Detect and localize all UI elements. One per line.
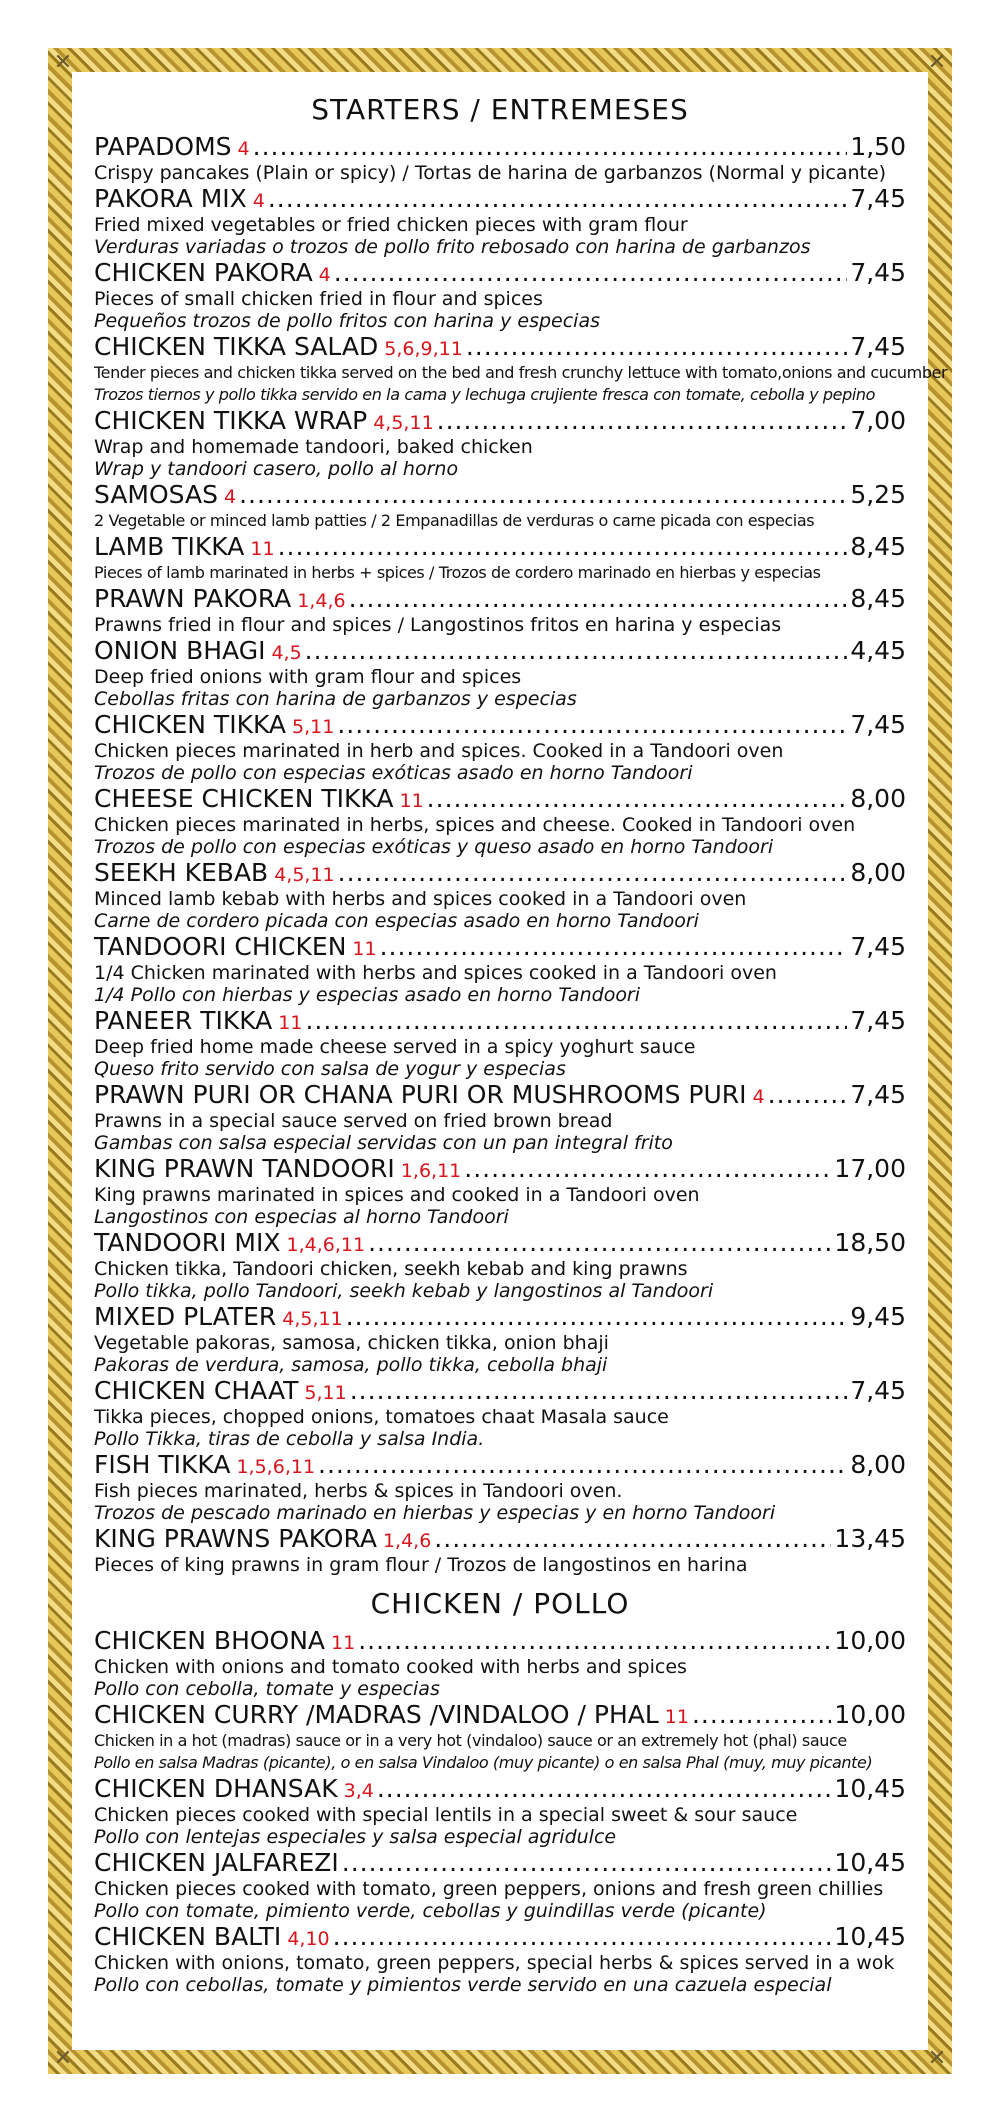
menu-item-row <box>94 636 906 666</box>
dish-description: Chicken pieces cooked with special lentils in a special sweet & sour sauce <box>94 1804 798 1826</box>
dot-leader <box>333 1922 832 1952</box>
dish-description: Wrap and homemade tandoori, baked chicken <box>94 436 533 458</box>
allergen-codes: 1,4,6,11 <box>286 1234 366 1256</box>
dish-price: 9,45 <box>850 1302 906 1331</box>
dish-price: 7,00 <box>850 406 906 435</box>
menu-item-row <box>94 1302 906 1332</box>
dish-name: TANDOORI CHICKEN <box>94 932 347 961</box>
dish-name: SAMOSAS <box>94 480 218 509</box>
allergen-codes: 5,11 <box>292 716 335 738</box>
dish-name: CHICKEN JALFAREZI <box>94 1848 339 1877</box>
menu-item-row <box>94 1922 906 1952</box>
dish-price: 7,45 <box>850 258 906 287</box>
dot-leader <box>434 1524 831 1554</box>
dish-price: 5,25 <box>850 480 906 509</box>
dish-description: Deep fried onions with gram flour and spices <box>94 666 522 688</box>
dish-description-es: Pollo con tomate, pimiento verde, cebollas y guindillas verde (picante) <box>94 1900 767 1922</box>
dish-description: Chicken in a hot (madras) sauce or in a very hot (vindaloo) sauce or an extremely hot (phal) sauce <box>94 1731 847 1750</box>
menu-item-row <box>94 532 906 562</box>
dish-description: Crispy pancakes (Plain or spicy) / Tortas de harina de garbanzos (Normal y picante) <box>94 162 887 184</box>
allergen-codes: 1,5,6,11 <box>236 1456 316 1478</box>
dish-description: Chicken pieces marinated in herb and spices. Cooked in a Tandoori oven <box>94 740 784 762</box>
dish-price: 18,50 <box>834 1228 906 1257</box>
dish-description-es: Trozos de pescado marinado en hierbas y especias y en horno Tandoori <box>94 1502 776 1524</box>
menu-item <box>94 1922 906 1996</box>
dish-description: Pieces of small chicken fried in flour and spices <box>94 288 543 310</box>
menu-item <box>94 1774 906 1848</box>
dish-price: 7,45 <box>850 1006 906 1035</box>
dish-price: 10,00 <box>834 1700 906 1729</box>
menu-item <box>94 636 906 710</box>
dot-leader <box>368 1228 831 1258</box>
dot-leader <box>377 1774 832 1804</box>
menu-item <box>94 1450 906 1524</box>
dish-description-es: Trozos tiernos y pollo tikka servido en la cama y lechuga crujiente fresca con tomate, cebolla y pepino <box>94 385 876 404</box>
dish-description-es: Pollo con cebollas, tomate y pimientos verde servido en una cazuela especial <box>94 1974 832 1996</box>
menu-item <box>94 584 906 636</box>
dish-name: KING PRAWNS PAKORA <box>94 1524 377 1553</box>
menu-item-row <box>94 1524 906 1554</box>
dot-leader <box>337 710 847 740</box>
menu-item <box>94 1228 906 1302</box>
menu-item <box>94 184 906 258</box>
menu-item <box>94 1524 906 1576</box>
chicken-list <box>94 1626 906 1996</box>
dish-price: 10,45 <box>834 1922 906 1951</box>
allergen-codes: 4 <box>224 486 237 508</box>
allergen-codes: 4,5,11 <box>373 412 434 434</box>
allergen-codes: 11 <box>331 1632 356 1654</box>
dish-description: Fish pieces marinated, herbs & spices in Tandoori oven. <box>94 1480 623 1502</box>
dish-price: 8,45 <box>850 532 906 561</box>
dish-price: 7,45 <box>850 1080 906 1109</box>
menu-item <box>94 1626 906 1700</box>
menu-item <box>94 932 906 1006</box>
dot-leader <box>464 1154 831 1184</box>
dish-description: Vegetable pakoras, samosa, chicken tikka, onion bhaji <box>94 1332 609 1354</box>
dish-name: FISH TIKKA <box>94 1450 231 1479</box>
dish-name: CHICKEN CHAAT <box>94 1376 299 1405</box>
menu-item-row <box>94 710 906 740</box>
menu-item-row <box>94 858 906 888</box>
dish-description: Tikka pieces, chopped onions, tomatoes chaat Masala sauce <box>94 1406 669 1428</box>
menu-item <box>94 1848 906 1922</box>
menu-item-row <box>94 784 906 814</box>
allergen-codes: 4 <box>237 138 250 160</box>
dot-leader <box>278 532 848 562</box>
dish-description-es: Queso frito servido con salsa de yogur y especias <box>94 1058 566 1080</box>
dot-leader <box>318 1450 847 1480</box>
dish-description-es: Pollo en salsa Madras (picante), o en salsa Vindaloo (muy picante) o en salsa Phal (muy, muy picante) <box>94 1753 873 1772</box>
menu-item-row <box>94 480 906 510</box>
menu-item <box>94 258 906 332</box>
allergen-codes: 11 <box>664 1706 689 1728</box>
menu-item <box>94 1080 906 1154</box>
dish-description-es: Pollo con cebolla, tomate y especias <box>94 1678 440 1700</box>
menu-item <box>94 858 906 932</box>
allergen-codes: 5,11 <box>304 1382 347 1404</box>
dish-price: 10,00 <box>834 1626 906 1655</box>
menu-item <box>94 1154 906 1228</box>
dish-description: Chicken pieces cooked with tomato, green peppers, onions and fresh green chillies <box>94 1878 884 1900</box>
dish-price: 17,00 <box>834 1154 906 1183</box>
corner-ornament-icon: ✕ <box>53 50 73 75</box>
dot-leader <box>268 184 847 214</box>
menu-item <box>94 1302 906 1376</box>
menu-item-row <box>94 332 906 362</box>
dish-price: 4,45 <box>850 636 906 665</box>
dish-name: LAMB TIKKA <box>94 532 245 561</box>
dish-name: PRAWN PURI OR CHANA PURI OR MUSHROOMS PURI <box>94 1080 747 1109</box>
dish-description-es: Langostinos con especias al horno Tandoori <box>94 1206 509 1228</box>
dish-description: Fried mixed vegetables or fried chicken pieces with gram flour <box>94 214 688 236</box>
dish-description: 1/4 Chicken marinated with herbs and spices cooked in a Tandoori oven <box>94 962 777 984</box>
section-title-chicken: CHICKEN / POLLO <box>370 1587 630 1620</box>
dot-leader <box>427 784 848 814</box>
menu-item-row <box>94 258 906 288</box>
dish-name: CHICKEN TIKKA WRAP <box>94 406 368 435</box>
dish-description: King prawns marinated in spices and cooked in a Tandoori oven <box>94 1184 700 1206</box>
dot-leader <box>380 932 848 962</box>
dish-price: 10,45 <box>834 1774 906 1803</box>
dish-description-es: 1/4 Pollo con hierbas y especias asado en horno Tandoori <box>94 984 641 1006</box>
allergen-codes: 4,5 <box>271 642 302 664</box>
menu-item <box>94 532 906 584</box>
dot-leader <box>466 332 848 362</box>
dish-description: Pieces of lamb marinated in herbs + spices / Trozos de cordero marinado en hierbas y especias <box>94 563 821 582</box>
corner-ornament-icon: ✕ <box>927 50 947 75</box>
dish-description: Minced lamb kebab with herbs and spices cooked in a Tandoori oven <box>94 888 747 910</box>
dot-leader <box>692 1700 831 1730</box>
menu-item-row <box>94 1006 906 1036</box>
menu-item-row <box>94 1080 906 1110</box>
allergen-codes: 11 <box>352 938 377 960</box>
dish-name: PAPADOMS <box>94 132 232 161</box>
menu-item-row <box>94 1228 906 1258</box>
dish-description-es: Trozos de pollo con especias exóticas asado en horno Tandoori <box>94 762 693 784</box>
corner-ornament-icon: ✕ <box>927 2046 947 2071</box>
dish-description: Prawns fried in flour and spices / Langostinos fritos en harina y especias <box>94 614 782 636</box>
dish-description: 2 Vegetable or minced lamb patties / 2 Empanadillas de verduras o carne picada con especias <box>94 511 815 530</box>
dish-description: Tender pieces and chicken tikka served on the bed and fresh crunchy lettuce with tomato,onions and cucumber <box>94 363 948 382</box>
menu-item-row <box>94 406 906 436</box>
dish-name: CHICKEN CURRY /MADRAS /VINDALOO / PHAL <box>94 1700 659 1729</box>
dish-name: SEEKH KEBAB <box>94 858 269 887</box>
dish-description-es: Pequeños trozos de pollo fritos con harina y especias <box>94 310 600 332</box>
dish-description-es: Gambas con salsa especial servidas con un pan integral frito <box>94 1132 673 1154</box>
dot-leader <box>305 636 848 666</box>
starters-list <box>94 132 948 1576</box>
menu-item-row <box>94 184 906 214</box>
dish-name: PANEER TIKKA <box>94 1006 273 1035</box>
allergen-codes: 4 <box>252 190 265 212</box>
menu-item-row <box>94 1848 906 1878</box>
dish-description-es: Cebollas fritas con harina de garbanzos y especias <box>94 688 577 710</box>
allergen-codes: 4 <box>318 264 331 286</box>
allergen-codes: 5,6,9,11 <box>384 338 463 360</box>
dish-description-es: Verduras variadas o trozos de pollo frito rebosado con harina de garbanzos <box>94 236 811 258</box>
dish-description-es: Pakoras de verdura, samosa, pollo tikka, cebolla bhaji <box>94 1354 608 1376</box>
allergen-codes: 1,4,6 <box>382 1530 432 1552</box>
menu-item-row <box>94 584 906 614</box>
menu-item <box>94 332 948 406</box>
dot-leader <box>350 1376 848 1406</box>
dot-leader <box>768 1080 848 1110</box>
allergen-codes: 4,10 <box>287 1928 330 1950</box>
dish-description: Chicken tikka, Tandoori chicken, seekh kebab and king prawns <box>94 1258 688 1280</box>
menu-item <box>94 710 906 784</box>
dish-name: CHICKEN TIKKA SALAD <box>94 332 379 361</box>
dish-price: 10,45 <box>834 1848 906 1877</box>
dish-name: ONION BHAGI <box>94 636 266 665</box>
dish-description: Pieces of king prawns in gram flour / Trozos de langostinos en harina <box>94 1554 748 1576</box>
allergen-codes: 3,4 <box>343 1780 374 1802</box>
menu-item <box>94 1700 906 1774</box>
menu-item-row <box>94 132 906 162</box>
menu-item <box>94 132 906 184</box>
dish-price: 7,45 <box>850 184 906 213</box>
dish-description: Chicken with onions and tomato cooked with herbs and spices <box>94 1656 687 1678</box>
menu-item-row <box>94 932 906 962</box>
allergen-codes: 11 <box>250 538 275 560</box>
menu-item <box>94 480 906 532</box>
menu-item-row <box>94 1700 906 1730</box>
dish-price: 7,45 <box>850 1376 906 1405</box>
dish-price: 8,00 <box>850 1450 906 1479</box>
dot-leader <box>346 1302 848 1332</box>
dish-price: 8,00 <box>850 784 906 813</box>
dot-leader <box>334 258 848 288</box>
dish-price: 1,50 <box>850 132 906 161</box>
dish-name: PRAWN PAKORA <box>94 584 292 613</box>
menu-item-row <box>94 1450 906 1480</box>
menu-item <box>94 406 906 480</box>
allergen-codes: 4,5,11 <box>282 1308 343 1330</box>
dish-name: CHICKEN BHOONA <box>94 1626 326 1655</box>
dish-description: Chicken with onions, tomato, green peppers, special herbs & spices served in a wok <box>94 1952 895 1974</box>
dot-leader <box>342 1848 832 1878</box>
menu-item <box>94 784 906 858</box>
dish-description-es: Wrap y tandoori casero, pollo al horno <box>94 458 459 480</box>
dish-name: CHICKEN BALTI <box>94 1922 282 1951</box>
dot-leader <box>437 406 848 436</box>
dish-description-es: Trozos de pollo con especias exóticas y queso asado en horno Tandoori <box>94 836 774 858</box>
dot-leader <box>239 480 847 510</box>
dish-description: Chicken pieces marinated in herbs, spices and cheese. Cooked in Tandoori oven <box>94 814 856 836</box>
dot-leader <box>358 1626 831 1656</box>
dish-name: CHICKEN TIKKA <box>94 710 287 739</box>
dish-description: Deep fried home made cheese served in a spicy yoghurt sauce <box>94 1036 696 1058</box>
allergen-codes: 4,5,11 <box>274 864 335 886</box>
allergen-codes: 4 <box>752 1086 765 1108</box>
dish-name: PAKORA MIX <box>94 184 247 213</box>
dish-name: CHEESE CHICKEN TIKKA <box>94 784 394 813</box>
dish-name: MIXED PLATER <box>94 1302 277 1331</box>
section-title-starters: STARTERS / ENTREMESES <box>311 93 689 126</box>
allergen-codes: 11 <box>399 790 424 812</box>
dish-price: 8,45 <box>850 584 906 613</box>
menu-item-row <box>94 1626 906 1656</box>
dish-price: 7,45 <box>850 710 906 739</box>
corner-ornament-icon: ✕ <box>53 2046 73 2071</box>
dish-name: CHICKEN PAKORA <box>94 258 313 287</box>
dish-name: CHICKEN DHANSAK <box>94 1774 338 1803</box>
allergen-codes: 1,6,11 <box>400 1160 462 1182</box>
dish-name: TANDOORI MIX <box>94 1228 281 1257</box>
menu-item-row <box>94 1154 906 1184</box>
menu-item <box>94 1376 906 1450</box>
dish-description-es: Pollo tikka, pollo Tandoori, seekh kebab y langostinos al Tandoori <box>94 1280 714 1302</box>
dish-description: Prawns in a special sauce served on fried brown bread <box>94 1110 613 1132</box>
menu-item-row <box>94 1376 906 1406</box>
dish-description-es: Pollo Tikka, tiras de cebolla y salsa India. <box>94 1428 485 1450</box>
dot-leader <box>338 858 848 888</box>
dish-price: 7,45 <box>850 332 906 361</box>
menu-content <box>94 92 948 1996</box>
dish-price: 7,45 <box>850 932 906 961</box>
dish-price: 8,00 <box>850 858 906 887</box>
dish-name: KING PRAWN TANDOORI <box>94 1154 395 1183</box>
dot-leader <box>253 132 848 162</box>
dot-leader <box>305 1006 847 1036</box>
dish-description-es: Pollo con lentejas especiales y salsa especial agridulce <box>94 1826 617 1848</box>
dish-price: 13,45 <box>834 1524 906 1553</box>
dish-description-es: Carne de cordero picada con especias asado en horno Tandoori <box>94 910 699 932</box>
allergen-codes: 11 <box>278 1012 303 1034</box>
allergen-codes: 1,4,6 <box>297 590 346 612</box>
menu-item-row <box>94 1774 906 1804</box>
menu-item <box>94 1006 906 1080</box>
dot-leader <box>349 584 848 614</box>
